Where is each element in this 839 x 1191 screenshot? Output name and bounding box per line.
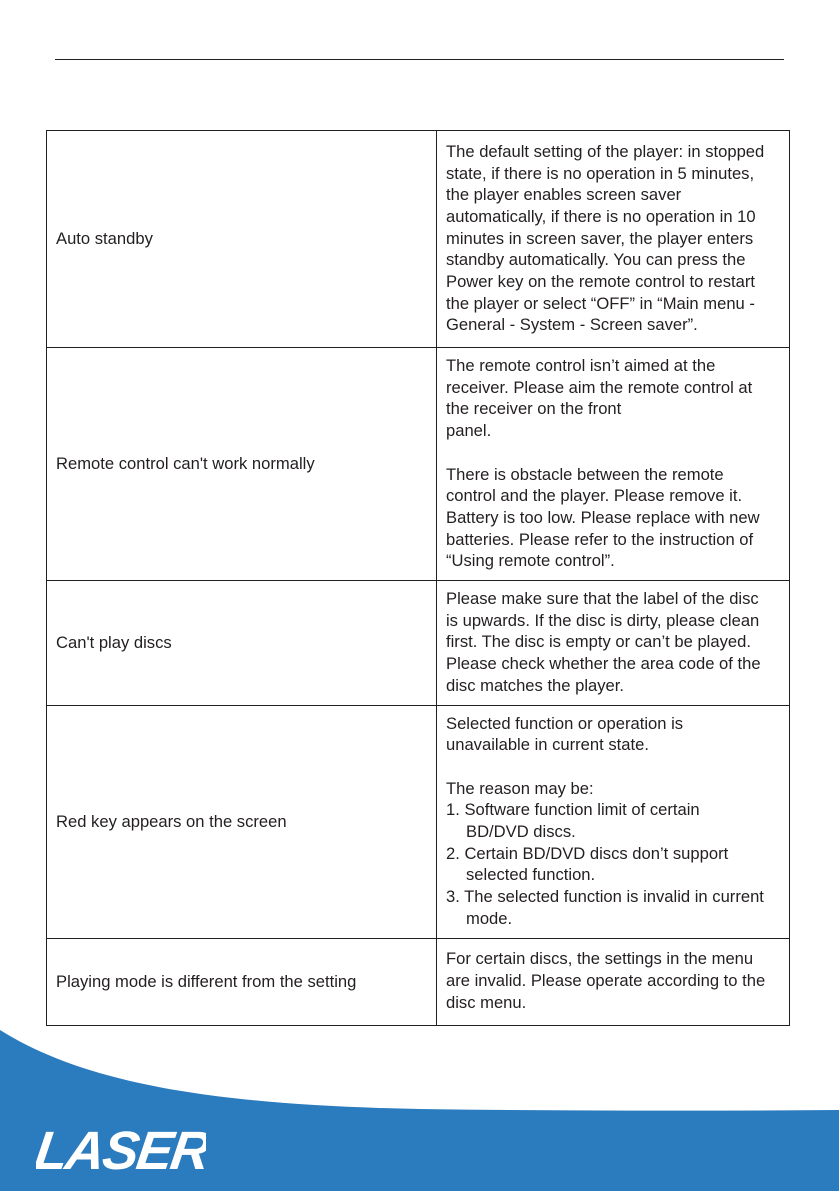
solution-line: minutes in screen saver, the player enters [446, 228, 754, 248]
solution-line: There is obstacle between the remote [446, 464, 724, 484]
numbered-item: 1. Software function limit of certain BD/DVD discs. [446, 800, 700, 842]
paragraph-gap [446, 442, 780, 464]
solution-cell [437, 348, 790, 581]
solution-line: is upwards. If the disc is dirty, please clean [446, 610, 760, 630]
solution-line: General - System - Screen saver”. [446, 315, 698, 335]
solution-line: are invalid. Please operate according to the [446, 971, 766, 991]
solution-line: standby automatically. You can press the [446, 250, 746, 270]
numbered-item: 2. Certain BD/DVD discs don’t support selected function. [446, 843, 729, 885]
problem-cell: Can't play discs [47, 581, 437, 706]
solution-line: state, if there is no operation in 5 minutes, [446, 163, 755, 183]
troubleshooting-table [46, 130, 790, 1026]
solution-line: the receiver on the front [446, 399, 622, 419]
table-row [47, 705, 790, 938]
solution-line: disc menu. [446, 992, 527, 1012]
solution-line: Please check whether the area code of the [446, 654, 761, 674]
solution-line: The default setting of the player: in stopped [446, 141, 765, 161]
solution-line: receiver. Please aim the remote control at [446, 377, 753, 397]
laser-logo-text: LASER [36, 1121, 206, 1179]
solution-cell [437, 131, 790, 348]
table-row [47, 131, 790, 348]
problem-cell: Playing mode is different from the setting [47, 938, 437, 1025]
solution-line: disc matches the player. [446, 675, 625, 695]
solution-line: automatically, if there is no operation in 10 [446, 206, 756, 226]
problem-cell: Red key appears on the screen [47, 705, 437, 938]
solution-line: batteries. Please refer to the instruction of [446, 529, 754, 549]
solution-line: For certain discs, the settings in the menu [446, 949, 754, 969]
header-rule [55, 59, 784, 60]
solution-cell [437, 705, 790, 938]
solution-line: Please make sure that the label of the disc [446, 589, 759, 609]
problem-cell: Auto standby [47, 131, 437, 348]
problem-cell: Remote control can't work normally [47, 348, 437, 581]
solution-line: “Using remote control”. [446, 551, 615, 571]
solution-cell [437, 581, 790, 706]
solution-line: Battery is too low. Please replace with new [446, 507, 760, 527]
table-row [47, 938, 790, 1025]
solution-line: the player or select “OFF” in “Main menu - [446, 293, 755, 313]
solution-line: Selected function or operation is [446, 713, 684, 733]
solution-line: The remote control isn’t aimed at the [446, 356, 716, 375]
solution-line: unavailable in current state. [446, 735, 649, 755]
numbered-item: 3. The selected function is invalid in current mode. [446, 887, 764, 928]
solution-line: first. The disc is empty or can’t be played. [446, 632, 751, 652]
paragraph-gap [446, 756, 780, 778]
solution-line: control and the player. Please remove it. [446, 486, 743, 506]
laser-logo-wordmark [36, 1117, 206, 1179]
solution-line: panel. [446, 421, 492, 441]
solution-cell [437, 938, 790, 1025]
solution-line: Power key on the remote control to restart [446, 272, 755, 292]
solution-line: The reason may be: [446, 778, 594, 798]
table-row [47, 348, 790, 581]
laser-logo [36, 1117, 206, 1184]
solution-line: the player enables screen saver [446, 185, 682, 205]
table-row [47, 581, 790, 706]
